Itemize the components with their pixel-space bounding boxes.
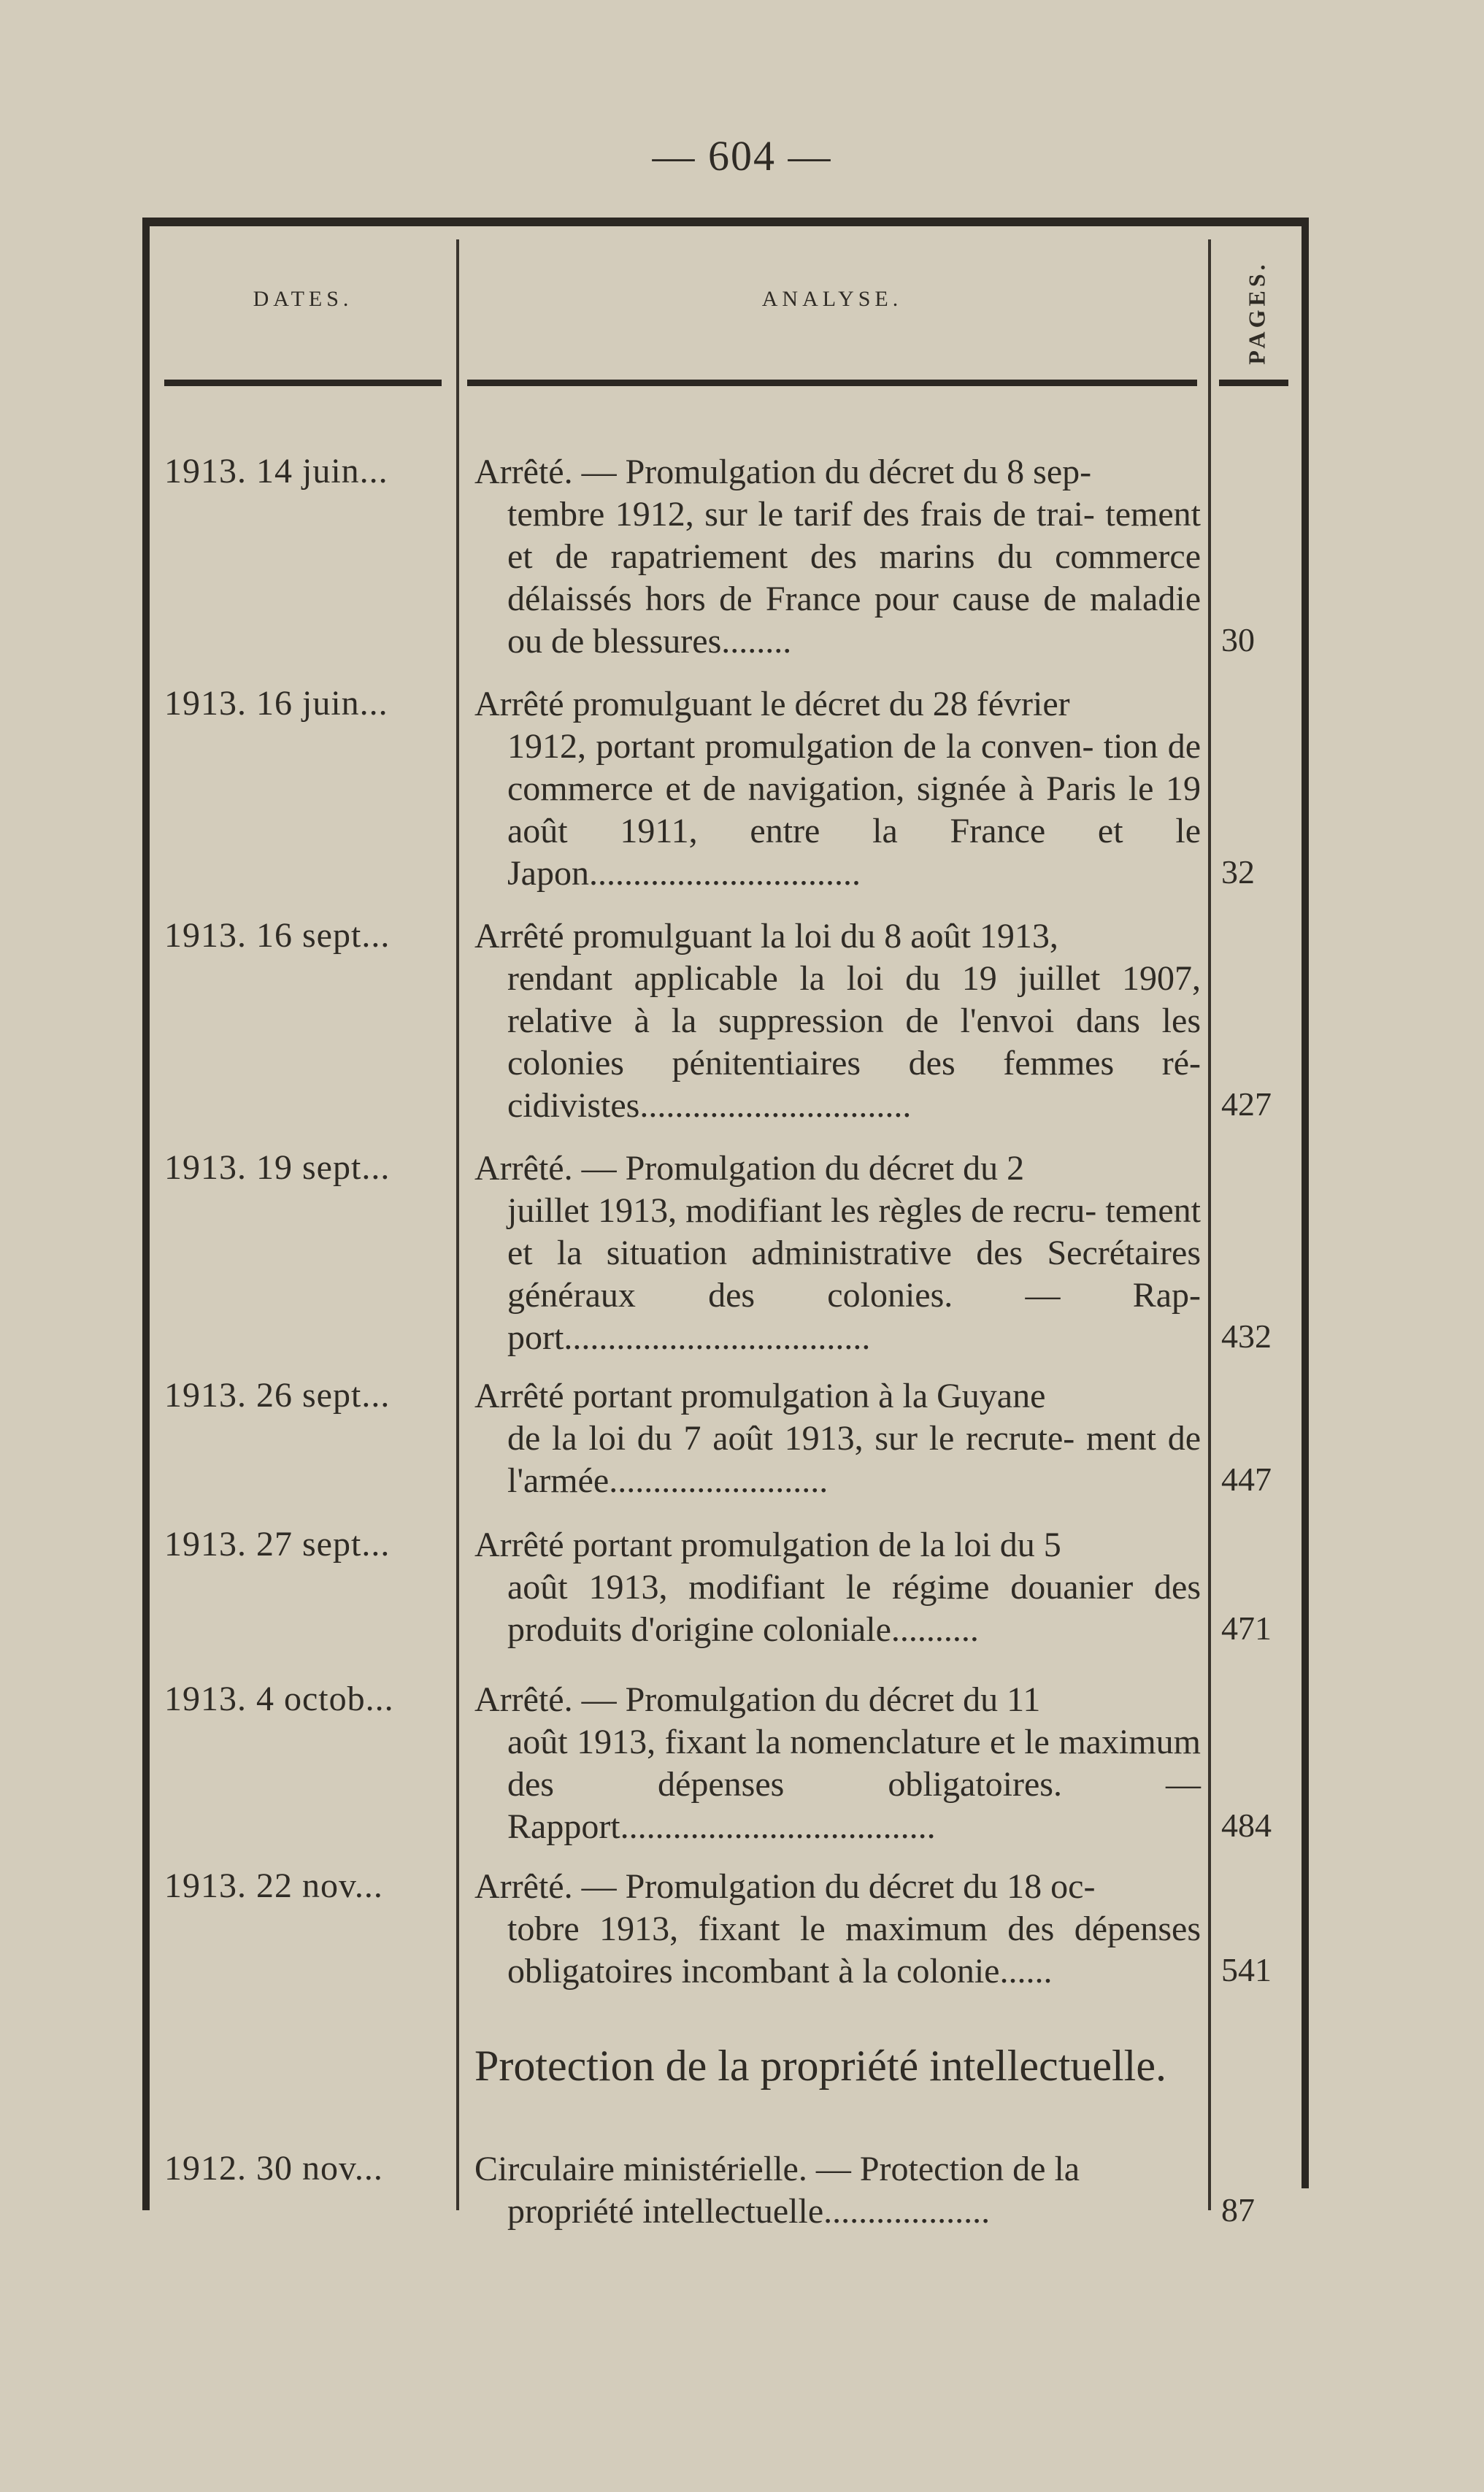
entry-page: 432 (1221, 1318, 1272, 1355)
entry-analysis-first-line: Arrêté. — Promulgation du décret du 18 oc- (474, 1867, 1096, 1906)
entry-analysis-rest: tembre 1912, sur le tarif des frais de trai- tement et de rapatriement des marins du commerce délaissés hors de France pour cause de maladie ou de blessures........ (507, 495, 1201, 661)
entry-date: 1913. 14 juin... (164, 452, 388, 491)
entry-analysis-rest: août 1913, modifiant le régime douanier des produits d'origine coloniale.......... (507, 1568, 1201, 1649)
entry-analysis (474, 1866, 1201, 1993)
entry-analysis-rest: de la loi du 7 août 1913, sur le recrute- ment de l'armée......................... (507, 1419, 1201, 1500)
header-rule-dates (164, 380, 442, 386)
entry-analysis-rest: tobre 1913, fixant le maximum des dépenses obligatoires incombant à la colonie...... (507, 1910, 1201, 1991)
entry-analysis (474, 451, 1201, 663)
entry-analysis-first-line: Arrêté. — Promulgation du décret du 11 (474, 1680, 1041, 1719)
entry-analysis-rest: rendant applicable la loi du 19 juillet 1907, relative à la suppression de l'envoi dans les colonies pénitentiaires des femmes ré- cidivistes............................... (507, 959, 1201, 1125)
entry-analysis-rest: propriété intellectuelle................... (507, 2192, 991, 2231)
page-number: — 604 — (652, 132, 832, 180)
entry-analysis-rest: juillet 1913, modifiant les règles de recru- tement et la situation administrative des Secrétaires généraux des colonies. — Rap- port................................... (507, 1191, 1201, 1357)
entry-page: 30 (1221, 621, 1255, 658)
entry-analysis-first-line: Arrêté promulguant le décret du 28 février (474, 685, 1070, 723)
entry-page: 87 (1221, 2191, 1255, 2228)
header-pages (1224, 247, 1290, 378)
header-rule-pages (1219, 380, 1288, 386)
section-title: Protection de la propriété intellectuelle. (474, 2042, 1166, 2090)
left-rule (142, 218, 150, 2210)
entry-analysis-rest: août 1913, fixant la nomenclature et le maximum des dépenses obligatoires. — Rapport.................................... (507, 1723, 1201, 1846)
entry-analysis (474, 1524, 1201, 1651)
entry-analysis-rest: 1912, portant promulgation de la conven- tion de commerce et de navigation, signée à Paris le 19 août 1911, entre la France et le Japon............................... (507, 727, 1201, 893)
entry-analysis-first-line: Arrêté. — Promulgation du décret du 2 (474, 1149, 1025, 1188)
entry-page: 541 (1221, 1951, 1272, 1988)
entry-date: 1913. 16 sept... (164, 916, 391, 955)
entry-page: 471 (1221, 1610, 1272, 1647)
entry-analysis (474, 915, 1201, 1127)
header-rule-analyse (467, 380, 1197, 386)
entry-page: 447 (1221, 1461, 1272, 1498)
header-pages-label: PAGES. (1243, 260, 1270, 365)
entry-date: 1913. 27 sept... (164, 1525, 391, 1564)
entry-date: 1913. 16 juin... (164, 684, 388, 723)
header-analyse: ANALYSE. (761, 287, 903, 311)
entry-analysis (474, 2148, 1201, 2233)
entry-analysis (474, 683, 1201, 895)
entry-analysis-first-line: Arrêté. — Promulgation du décret du 8 sep- (474, 453, 1092, 491)
top-rule (142, 218, 1309, 226)
entry-date: 1913. 4 octob... (164, 1680, 394, 1718)
right-rule (1302, 218, 1309, 2188)
entry-analysis (474, 1147, 1201, 1359)
entry-page: 484 (1221, 1807, 1272, 1844)
entry-date: 1913. 19 sept... (164, 1148, 391, 1187)
entry-page: 427 (1221, 1085, 1272, 1123)
entry-analysis (474, 1375, 1201, 1502)
header-dates: DATES. (253, 287, 353, 311)
column-separator-pages (1208, 239, 1211, 2210)
entry-page: 32 (1221, 853, 1255, 891)
column-separator-dates (456, 239, 459, 2210)
entry-analysis-first-line: Arrêté portant promulgation à la Guyane (474, 1377, 1046, 1415)
entry-analysis-first-line: Arrêté portant promulgation de la loi du 5 (474, 1526, 1061, 1564)
entry-date: 1913. 22 nov... (164, 1866, 383, 1905)
entry-date: 1912. 30 nov... (164, 2149, 383, 2188)
entry-analysis-first-line: Arrêté promulguant la loi du 8 août 1913, (474, 917, 1058, 955)
entry-analysis-first-line: Circulaire ministérielle. — Protection de la (474, 2150, 1080, 2188)
index-table (142, 218, 1309, 2231)
entry-analysis (474, 1679, 1201, 1848)
entry-date: 1913. 26 sept... (164, 1376, 391, 1415)
